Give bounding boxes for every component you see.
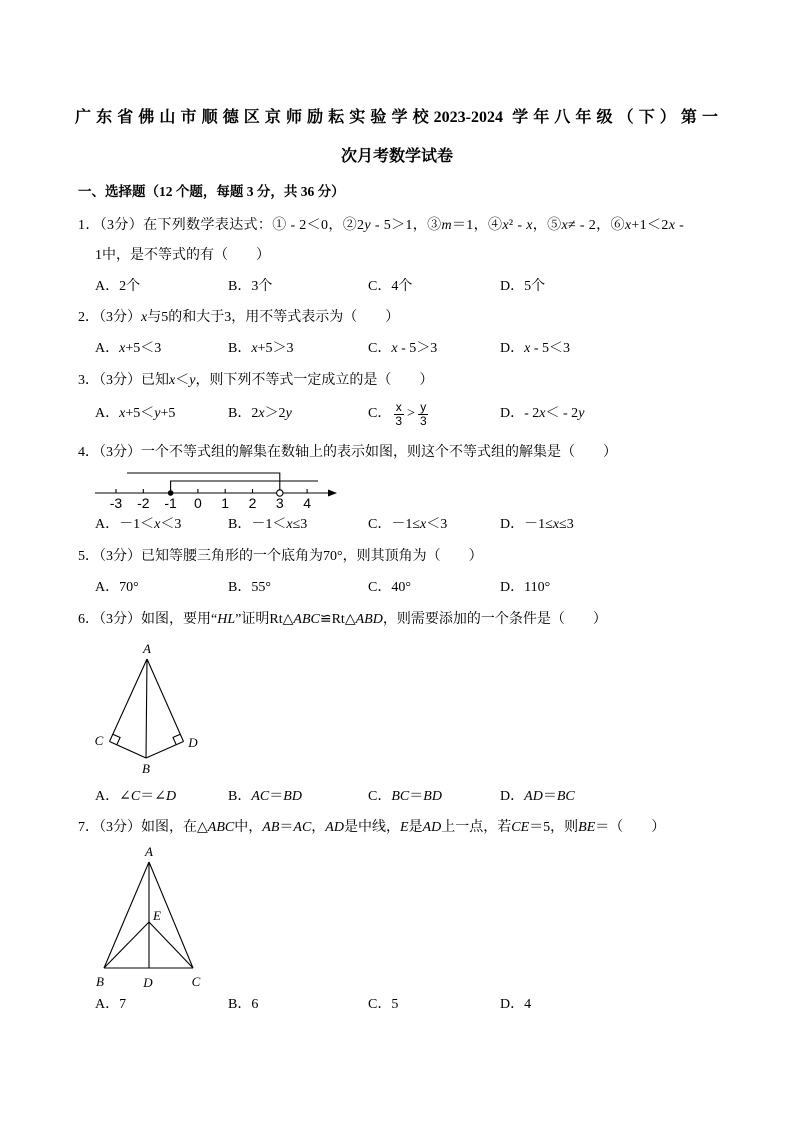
math-variable: A — [293, 612, 302, 627]
option-label: A． — [95, 997, 120, 1012]
vertex-label-c: C — [191, 974, 201, 989]
question-3-option-a — [95, 404, 175, 424]
math-variable: C — [224, 820, 235, 835]
option-label: D． — [500, 341, 525, 356]
option-label: A． — [95, 341, 120, 356]
question-5-option-d — [500, 578, 550, 598]
segment-bd — [146, 742, 184, 759]
question-7-option-d — [500, 995, 531, 1015]
question-6-option-c — [368, 787, 442, 807]
question-5-option-a — [95, 578, 139, 598]
option-label: B． — [228, 406, 252, 421]
question-4-stem: 4．（3分）一个不等式组的解集在数轴上的表示如图，则这个不等式组的解集是（ ） — [78, 445, 617, 460]
vertex-label-a: A — [145, 844, 153, 859]
segment-ac — [110, 659, 148, 742]
option-label: B． — [228, 580, 252, 595]
comparison-operator: > — [407, 406, 415, 421]
math-variable: E — [399, 820, 409, 835]
math-variable: L — [227, 612, 236, 627]
open-endpoint-ray — [127, 473, 280, 493]
option-text: AD＝BC — [524, 789, 575, 804]
vertex-label-a: A — [143, 641, 151, 656]
question-3-option-d — [500, 404, 584, 424]
option-text: 7 — [119, 997, 127, 1012]
math-variable: A — [262, 820, 271, 835]
math-variable: B — [301, 612, 311, 627]
question-1-stem-line-1: 1．（3分）在下列数学表达式：① - 2＜0，②2y - 5＞1，③m＝1，④x² - x，⑤x≠ - 2，⑥x+1＜2x - — [78, 218, 685, 233]
math-variable: x — [668, 218, 676, 233]
math-variable: D — [431, 820, 442, 835]
fraction-numerator: y — [420, 399, 427, 414]
option-text: －1＜x≤3 — [251, 517, 308, 532]
math-variable: A — [524, 789, 533, 804]
math-variable: C — [399, 789, 410, 804]
option-label: C． — [368, 997, 392, 1012]
option-label: C． — [368, 406, 392, 421]
math-variable: x — [391, 341, 398, 356]
math-variable: D — [431, 789, 442, 804]
option-text: x - 5＞3 — [391, 341, 438, 356]
option-label: B． — [228, 279, 252, 294]
option-label: C． — [368, 789, 392, 804]
question-7-option-a — [95, 995, 126, 1015]
question-1-option-b — [228, 277, 272, 297]
math-variable: x — [141, 310, 148, 325]
option-label: A． — [95, 279, 120, 294]
question-1-stem-line-2: 1中，是不等式的有（ ） — [95, 248, 270, 263]
math-variable: E — [586, 820, 596, 835]
tick-label: -3 — [109, 495, 123, 511]
option-label: A． — [95, 580, 120, 595]
question-6-stem: 6．（3分）如图，要用“HL”证明Rt△ABC≌Rt△ABD，则需要添加的一个条件是（ ） — [78, 612, 607, 627]
option-text: AC＝BD — [251, 789, 302, 804]
segment-ab — [104, 862, 149, 968]
tick-label: 2 — [248, 495, 257, 511]
question-4-option-b — [228, 515, 307, 535]
question-3-stem: 3．（3分）已知x＜y，则下列不等式一定成立的是（ ） — [78, 373, 434, 388]
math-variable: x — [258, 406, 265, 421]
math-variable: x — [251, 341, 258, 356]
math-variable: A — [355, 612, 365, 627]
vertex-label-e: E — [153, 908, 161, 923]
question-4-option-c — [368, 515, 447, 535]
math-variable: B — [216, 820, 225, 835]
option-label: D． — [500, 997, 525, 1012]
question-7-option-c — [368, 995, 398, 1015]
closed-endpoint-ray — [171, 481, 318, 493]
option-text: x+5＜3 — [119, 341, 162, 356]
option-text: 5个 — [524, 279, 546, 294]
math-variable: x — [502, 218, 509, 233]
question-5-option-c — [368, 578, 411, 598]
option-text: 2个 — [119, 279, 141, 294]
tick-label: 0 — [194, 495, 202, 511]
fraction-left — [393, 401, 404, 428]
option-text: - 2x＜ - 2y — [524, 406, 585, 421]
vertex-label-d: D — [188, 735, 198, 750]
math-variable: B — [364, 612, 373, 627]
fraction-denominator: 3 — [419, 413, 427, 428]
math-variable: H — [217, 612, 228, 627]
question-7-option-b — [228, 995, 258, 1015]
option-text: 40° — [391, 580, 411, 595]
number-line-figure — [85, 462, 345, 518]
option-label: B． — [228, 789, 252, 804]
axis-arrow-icon — [328, 490, 337, 497]
math-variable: y — [578, 406, 585, 421]
option-text: 70° — [119, 580, 139, 595]
option-text: 55° — [251, 580, 271, 595]
tick-label: 1 — [221, 495, 230, 511]
section-heading: 一、选择题（12 个题，每题 3 分，共 36 分） — [78, 184, 345, 199]
fraction-right — [418, 401, 429, 428]
tick-label: -1 — [164, 495, 177, 511]
option-text: －1＜x＜3 — [119, 517, 182, 532]
math-variable: x — [524, 341, 531, 356]
math-variable: E — [520, 820, 530, 835]
fraction-numerator: x — [395, 399, 402, 414]
option-text: x - 5＜3 — [524, 341, 571, 356]
math-variable: C — [259, 789, 270, 804]
option-label: A． — [95, 406, 120, 421]
option-label: A． — [95, 517, 120, 532]
question-4-option-a — [95, 515, 181, 535]
question-6-option-d — [500, 787, 575, 807]
option-text: 2x＞2y — [251, 406, 292, 421]
math-variable: C — [511, 820, 521, 835]
segment-ce — [149, 922, 193, 968]
math-variable: x — [286, 517, 293, 532]
option-text: 4 — [524, 997, 532, 1012]
option-label: B． — [228, 341, 252, 356]
question-1-option-c — [368, 277, 412, 297]
math-variable: C — [565, 789, 575, 804]
question-2-option-d — [500, 339, 570, 359]
question-2-option-c — [368, 339, 437, 359]
math-variable: D — [291, 789, 302, 804]
math-variable: x — [119, 406, 126, 421]
math-variable: y — [364, 218, 371, 233]
option-text: BC＝BD — [391, 789, 442, 804]
math-variable: D — [165, 789, 177, 804]
math-variable: B — [423, 789, 432, 804]
exam-title-line-2: 次月考数学试卷 — [340, 148, 453, 165]
math-variable: B — [283, 789, 292, 804]
math-variable: A — [325, 820, 334, 835]
math-variable: x — [539, 406, 546, 421]
math-variable: x — [561, 218, 569, 233]
question-1-option-a — [95, 277, 140, 297]
math-variable: B — [556, 789, 566, 804]
option-label: B． — [228, 517, 252, 532]
tick-label: 4 — [303, 495, 311, 511]
question-5-stem: 5．（3分）已知等腰三角形的一个底角为70°，则其顶角为（ ） — [78, 549, 483, 564]
option-text: －1≤x≤3 — [524, 517, 574, 532]
option-label: D． — [500, 789, 525, 804]
math-variable: B — [578, 820, 587, 835]
vertex-label-b: B — [142, 761, 150, 776]
math-variable: A — [251, 789, 260, 804]
question-2-stem: 2．（3分）x与5的和大于3，用不等式表示为（ ） — [78, 310, 400, 325]
math-variable: x — [119, 341, 126, 356]
math-variable: x — [624, 218, 632, 233]
segment-ad — [147, 659, 184, 742]
math-variable: y — [154, 406, 161, 421]
option-label: C． — [368, 279, 392, 294]
option-label: D． — [500, 406, 525, 421]
math-variable: y — [189, 373, 196, 388]
option-text: －1≤x＜3 — [391, 517, 448, 532]
math-variable: C — [310, 612, 320, 627]
right-triangles-figure — [88, 638, 203, 780]
vertex-label-c: C — [94, 733, 104, 748]
question-6-option-a — [95, 787, 176, 807]
question-5-option-b — [228, 578, 271, 598]
question-6-option-b — [228, 787, 302, 807]
math-variable: y — [285, 406, 292, 421]
option-label: D． — [500, 279, 525, 294]
option-label: C． — [368, 517, 392, 532]
option-text: 4个 — [391, 279, 413, 294]
vertex-label-d: D — [143, 975, 153, 990]
option-text: 5 — [391, 997, 399, 1012]
math-variable: x — [154, 517, 161, 532]
option-label: C． — [368, 580, 392, 595]
math-variable: C — [301, 820, 312, 835]
math-variable: x — [420, 517, 427, 532]
option-label: D． — [500, 580, 525, 595]
option-label: D． — [500, 517, 525, 532]
option-text: 6 — [251, 997, 259, 1012]
math-variable: C — [130, 789, 141, 804]
math-variable: B — [270, 820, 280, 835]
question-2-option-a — [95, 339, 161, 359]
math-variable: D — [372, 612, 383, 627]
option-text: x+5＞3 — [251, 341, 294, 356]
question-2-option-b — [228, 339, 293, 359]
option-label: C． — [368, 341, 392, 356]
tick-label: -2 — [137, 495, 150, 511]
fraction-denominator: 3 — [395, 413, 403, 428]
math-variable: D — [333, 820, 344, 835]
math-variable: x — [526, 218, 533, 233]
option-label: B． — [228, 997, 252, 1012]
option-label: A． — [95, 789, 120, 804]
math-variable: A — [422, 820, 432, 835]
math-variable: A — [293, 820, 302, 835]
segment-ab — [146, 659, 147, 758]
math-variable: B — [391, 789, 400, 804]
math-variable: D — [532, 789, 543, 804]
question-3-option-b — [228, 404, 292, 424]
vertex-label-b: B — [96, 974, 104, 989]
segment-cb — [110, 742, 147, 759]
math-variable: m — [441, 218, 452, 233]
isosceles-triangle-figure — [88, 842, 208, 992]
option-text: 110° — [524, 580, 551, 595]
tick-label: 3 — [275, 495, 284, 511]
math-variable: x — [552, 517, 560, 532]
option-text: x+5＜y+5 — [119, 406, 176, 421]
question-1-option-d — [500, 277, 545, 297]
option-text: ∠C＝∠D — [119, 789, 177, 804]
option-text: 3个 — [251, 279, 273, 294]
math-variable: A — [207, 820, 217, 835]
question-3-option-c — [368, 399, 431, 429]
question-4-option-d — [500, 515, 574, 535]
exam-title-line-1: 广东省佛山市顺德区京师励耘实验学校2023-2024 学年八年级（下）第一 — [75, 109, 718, 126]
question-7-stem: 7．（3分）如图，在△ABC中，AB＝AC，AD是中线，E是AD上一点，若CE＝5，则BE＝（ ） — [78, 820, 666, 835]
segment-be — [104, 922, 149, 968]
math-variable: x — [169, 373, 176, 388]
